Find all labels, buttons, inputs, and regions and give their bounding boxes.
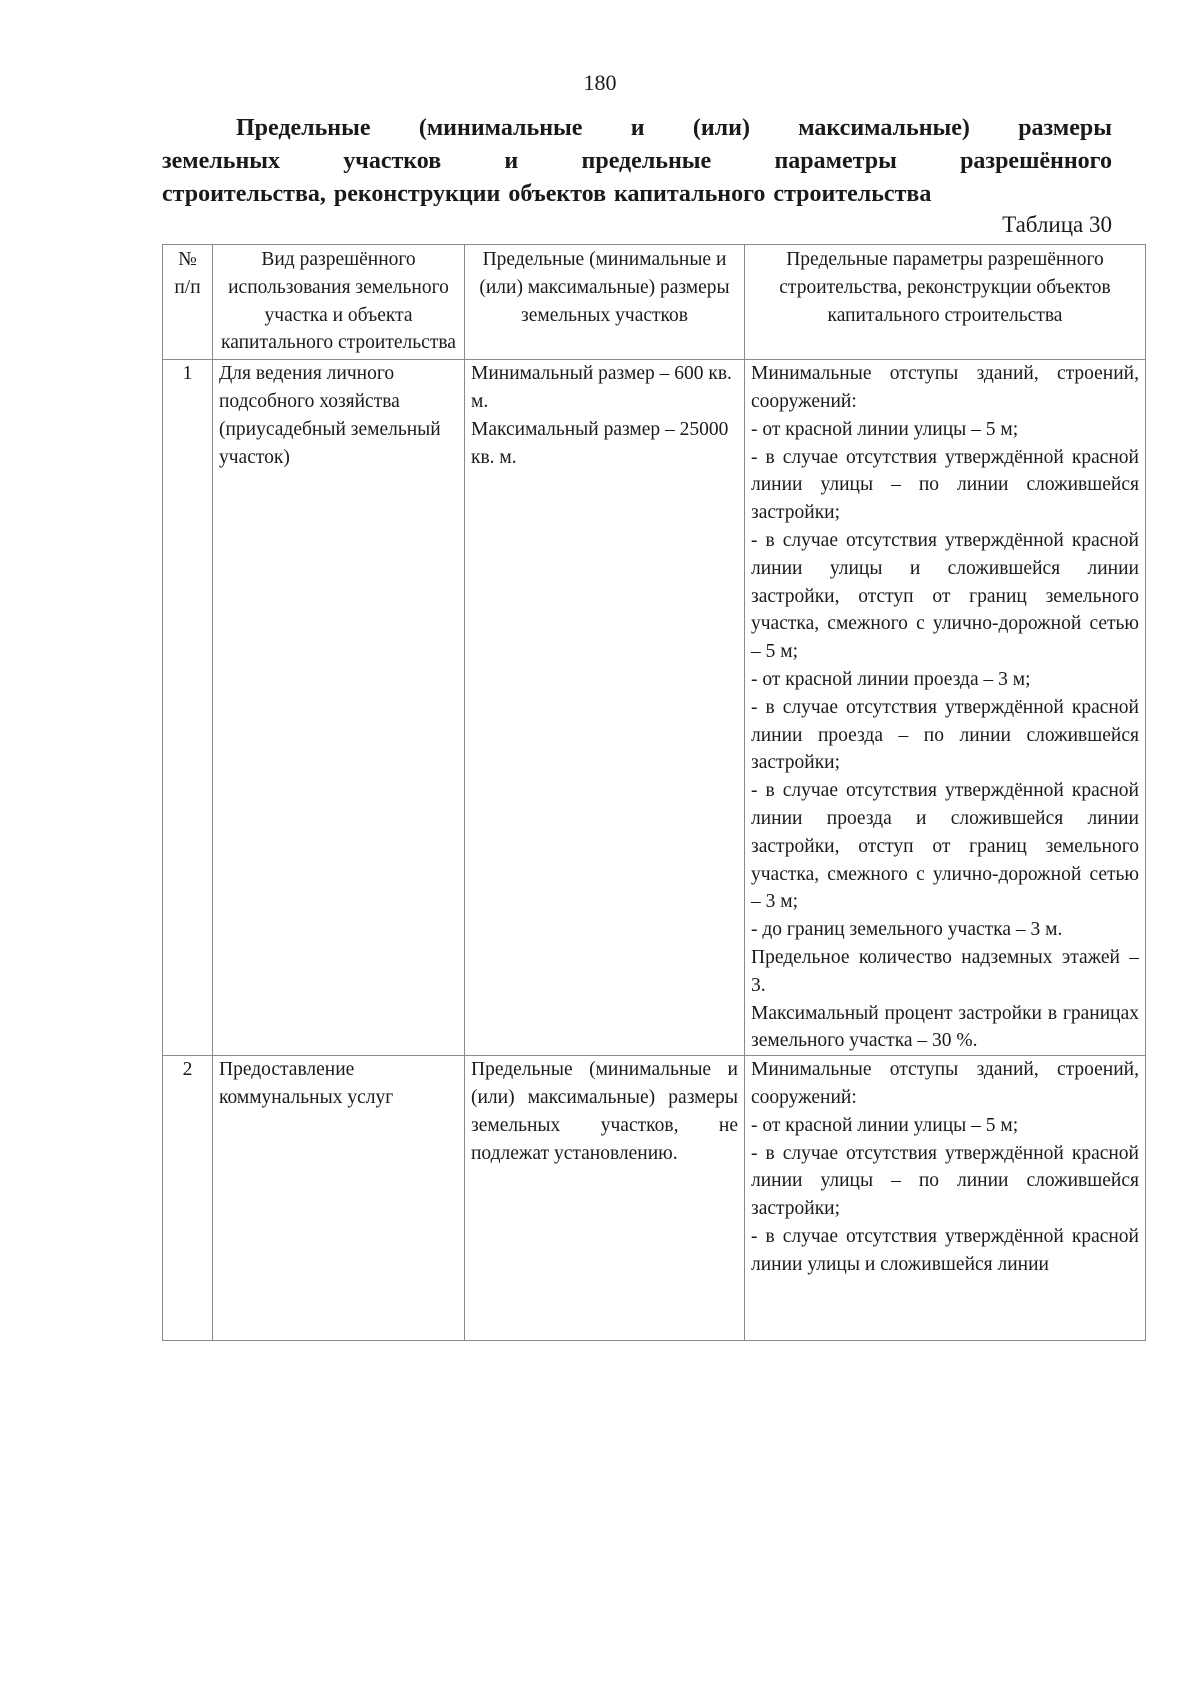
- row-use-type: Предоставление коммунальных услуг: [213, 1056, 465, 1341]
- zoning-parameters-table: [162, 244, 1146, 1341]
- table-row: [163, 360, 1146, 1056]
- table-row: [163, 1056, 1146, 1341]
- header-construction-params: Предельные параметры разрешённого строительства, реконструкции объектов капитального строительства: [745, 245, 1146, 360]
- row-plot-sizes: Предельные (минимальные и (или) максимальные) размеры земельных участков, не подлежат установлению.: [465, 1056, 745, 1341]
- table-caption: Таблица 30: [1002, 212, 1112, 237]
- header-plot-sizes: Предельные (минимальные и (или) максимальные) размеры земельных участков: [465, 245, 745, 360]
- heading-line-3: строительства, реконструкции объектов капитального строительства: [162, 181, 932, 207]
- row-construction-params: Минимальные отступы зданий, строений, сооружений: - от красной линии улицы – 5 м; - в случае отсутствия утверждённой красной линии улицы – по линии сложившейся застройки; - в случае отсутствия утверждённой красной линии улицы и сложившейся линии застройки, отступ от границ земельного участка, смежного с улично-дорожной сетью – 5 м; - от красной линии проезда – 3 м; - в случае отсутствия утверждённой красной линии проезда – по линии сложившейся застройки; - в случае отсутствия утверждённой красной линии проезда и сложившейся линии застройки, отступ от границ земельного участка, смежного с улично-дорожной сетью – 3 м; - до границ земельного участка – 3 м. Предельное количество надземных этажей – 3. Максимальный процент застройки в границах земельного участка – 30 %.: [745, 360, 1146, 1056]
- row-number: 2: [163, 1056, 213, 1341]
- table-header-row: [163, 245, 1146, 360]
- page-number: 180: [583, 70, 617, 95]
- document-heading: [162, 112, 1112, 211]
- header-use-type: Вид разрешённого использования земельного участка и объекта капитального строительства: [213, 245, 465, 360]
- header-number: № п/п: [163, 245, 213, 360]
- heading-line-1: Предельные (минимальные и (или) максимальные) размеры: [236, 115, 1112, 141]
- row-plot-sizes: Минимальный размер – 600 кв. м. Максимальный размер – 25000 кв. м.: [465, 360, 745, 1056]
- row-params-clipped: Минимальные отступы зданий, строений, сооружений: - от красной линии улицы – 5 м; - в случае отсутствия утверждённой красной линии улицы – по линии сложившейся застройки; - в случае отсутствия утверждённой красной линии улицы и сложившейся линии: [751, 1059, 1139, 1275]
- row-construction-params: [745, 1056, 1146, 1341]
- row-number: 1: [163, 360, 213, 1056]
- heading-line-2: земельных участков и предельные параметры разрешённого: [162, 148, 1112, 174]
- row-use-type: Для ведения личного подсобного хозяйства (приусадебный земельный участок): [213, 360, 465, 1056]
